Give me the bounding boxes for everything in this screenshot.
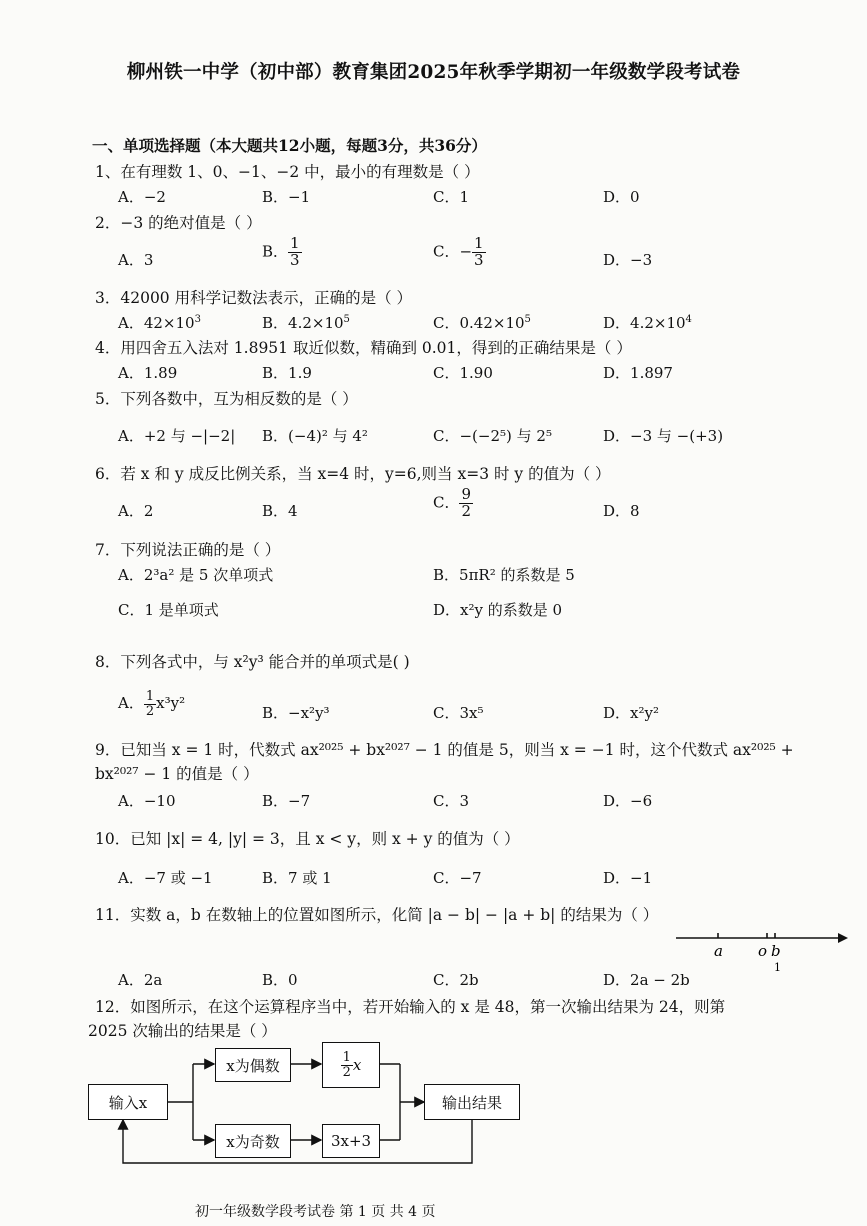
fraction-numerator: 1 <box>145 689 155 704</box>
q5-option-a[interactable]: A．+2 与 −|−2| <box>118 427 236 445</box>
q7-option-d[interactable]: D．x²y 的系数是 0 <box>433 601 563 619</box>
q8-a-term: x³y² <box>156 694 186 713</box>
q10-option-d[interactable]: D．−1 <box>603 869 653 887</box>
question-9-stem: 9．已知当 x = 1 时，代数式 ax²⁰²⁵ + bx²⁰²⁷ − 1 的值是 5，则当 x = −1 时，这个代数式 ax²⁰²⁵ + <box>95 741 794 759</box>
question-1-stem: 1、在有理数 1、0、−1、−2 中，最小的有理数是（ ） <box>95 163 480 181</box>
q3-a-exponent: 3 <box>194 314 201 325</box>
q9-option-c[interactable]: C．3 <box>433 792 470 810</box>
q3-option-a[interactable] <box>118 312 201 333</box>
q5-option-b[interactable]: B．(−4)² 与 4² <box>262 427 368 445</box>
question-7-stem: 7．下列说法正确的是（ ） <box>95 541 281 559</box>
fraction-numerator: 1 <box>290 234 300 252</box>
q3-c-base: C．0.42×10 <box>433 314 525 332</box>
label-a: a <box>714 942 723 960</box>
q2-option-a[interactable]: A．3 <box>118 251 154 269</box>
q3-d-exponent: 4 <box>685 314 692 325</box>
q7-option-b[interactable]: B．5πR² 的系数是 5 <box>433 566 575 584</box>
q6-c-label: C． <box>433 493 460 512</box>
question-11-stem: 11．实数 a，b 在数轴上的位置如图所示，化简 |a − b| − |a + b| 的结果为（ ） <box>95 906 659 924</box>
q8-option-d[interactable]: D．x²y² <box>603 704 659 722</box>
q3-b-exponent: 5 <box>343 314 350 325</box>
q4-option-b[interactable]: B．1.9 <box>262 364 312 382</box>
fraction-denominator: 3 <box>474 250 484 269</box>
q10-option-b[interactable]: B．7 或 1 <box>262 869 332 887</box>
q4-option-c[interactable]: C．1.90 <box>433 364 493 382</box>
fraction-denominator: 2 <box>461 501 472 520</box>
q2-b-fraction <box>288 236 302 269</box>
q2-option-d[interactable]: D．−3 <box>603 251 653 269</box>
question-12-stem-cont: 2025 次输出的结果是（ ） <box>88 1022 277 1040</box>
q6-c-fraction <box>459 487 473 520</box>
page-footer: 初一年级数学段考试卷 第 1 页 共 4 页 <box>195 1204 436 1220</box>
q6-option-c[interactable] <box>433 487 473 520</box>
question-10-stem: 10．已知 |x| = 4, |y| = 3，且 x < y，则 x + y 的值为（ ） <box>95 830 520 848</box>
q5-option-c[interactable]: C．−(−2⁵) 与 2⁵ <box>433 427 552 445</box>
q3-b-base: B．4.2×10 <box>262 314 344 332</box>
question-2-stem: 2．−3 的绝对值是（ ） <box>95 214 262 232</box>
q6-option-d[interactable]: D．8 <box>603 502 640 520</box>
q8-option-c[interactable]: C．3x⁵ <box>433 704 484 722</box>
q5-option-d[interactable]: D．−3 与 −(+3) <box>603 427 724 445</box>
flow-half-box <box>322 1042 380 1088</box>
q2-c-fraction <box>472 236 486 269</box>
number-line-diagram <box>672 924 852 976</box>
q1-option-d[interactable]: D．0 <box>603 188 640 206</box>
fraction-numerator: 9 <box>461 485 472 503</box>
q8-option-b[interactable]: B．−x²y³ <box>262 704 330 722</box>
q3-option-b[interactable] <box>262 312 350 333</box>
section-heading: 一、单项选择题（本大题共12小题，每题3分，共36分） <box>92 136 487 155</box>
q11-option-b[interactable]: B．0 <box>262 971 298 989</box>
q2-option-c[interactable] <box>433 236 486 269</box>
flow-odd-box: x为奇数 <box>215 1124 291 1158</box>
q4-option-a[interactable]: A．1.89 <box>118 364 178 382</box>
question-8-stem: 8．下列各式中，与 x²y³ 能合并的单项式是( ) <box>95 653 410 671</box>
half-variable: x <box>352 1056 362 1074</box>
question-6-stem: 6．若 x 和 y 成反比例关系，当 x=4 时，y=6,则当 x=3 时 y 的值为（ ） <box>95 465 611 483</box>
q6-option-b[interactable]: B．4 <box>262 502 298 520</box>
q2-c-label: C．− <box>433 242 473 261</box>
fraction-denominator: 3 <box>290 250 300 269</box>
flow-input-box: 输入x <box>88 1084 168 1120</box>
q1-option-b[interactable]: B．−1 <box>262 188 311 206</box>
question-12-stem: 12．如图所示，在这个运算程序当中，若开始输入的 x 是 48，第一次输出结果为 24，则第 <box>95 998 726 1016</box>
q8-option-a[interactable] <box>118 690 185 718</box>
flow-even-box: x为偶数 <box>215 1048 291 1082</box>
question-4-stem: 4．用四舍五入法对 1.8951 取近似数，精确到 0.01，得到的正确结果是（ ） <box>95 339 632 357</box>
q8-a-label: A． <box>118 694 144 713</box>
question-5-stem: 5．下列各数中，互为相反数的是（ ） <box>95 390 358 408</box>
q7-option-a[interactable]: A．2³a² 是 5 次单项式 <box>118 566 274 584</box>
q7-option-c[interactable]: C．1 是单项式 <box>118 601 219 619</box>
page-title: 柳州铁一中学（初中部）教育集团2025年秋季学期初一年级数学段考试卷 <box>126 62 741 83</box>
q2-option-b[interactable] <box>262 236 302 269</box>
label-o: o <box>758 942 768 960</box>
fraction-numerator: 1 <box>474 234 484 252</box>
q9-option-b[interactable]: B．−7 <box>262 792 311 810</box>
q1-option-c[interactable]: C．1 <box>433 188 470 206</box>
fraction-denominator: 2 <box>342 1064 351 1080</box>
q10-option-c[interactable]: C．−7 <box>433 869 482 887</box>
question-9-stem-cont: bx²⁰²⁷ − 1 的值是（ ） <box>95 765 259 783</box>
q1-option-a[interactable]: A．−2 <box>118 188 166 206</box>
q2-b-label: B． <box>262 242 289 261</box>
fraction-denominator: 2 <box>145 703 155 719</box>
label-b: b <box>771 942 781 960</box>
q11-option-c[interactable]: C．2b <box>433 971 479 989</box>
flow-triple-box: 3x+3 <box>322 1124 380 1158</box>
q4-option-d[interactable]: D．1.897 <box>603 364 673 382</box>
q3-option-c[interactable] <box>433 312 531 333</box>
q10-option-a[interactable]: A．−7 或 −1 <box>118 869 213 887</box>
q8-a-fraction <box>144 690 156 718</box>
flow-output-box: 输出结果 <box>424 1084 520 1120</box>
q9-option-a[interactable]: A．−10 <box>118 792 176 810</box>
q3-option-d[interactable] <box>603 312 692 333</box>
fraction-numerator: 1 <box>342 1049 351 1065</box>
q11-option-d[interactable]: D．2a − 2b <box>603 971 690 989</box>
half-fraction <box>341 1051 353 1079</box>
q6-option-a[interactable]: A．2 <box>118 502 154 520</box>
q3-c-exponent: 5 <box>524 314 531 325</box>
q9-option-d[interactable]: D．−6 <box>603 792 653 810</box>
q3-d-base: D．4.2×10 <box>603 314 686 332</box>
q3-a-base: A．42×10 <box>118 314 195 332</box>
number-line-arrow <box>838 933 848 943</box>
q11-option-a[interactable]: A．2a <box>118 971 163 989</box>
question-3-stem: 3．42000 用科学记数法表示，正确的是（ ） <box>95 289 413 307</box>
label-one: 1 <box>774 961 781 974</box>
